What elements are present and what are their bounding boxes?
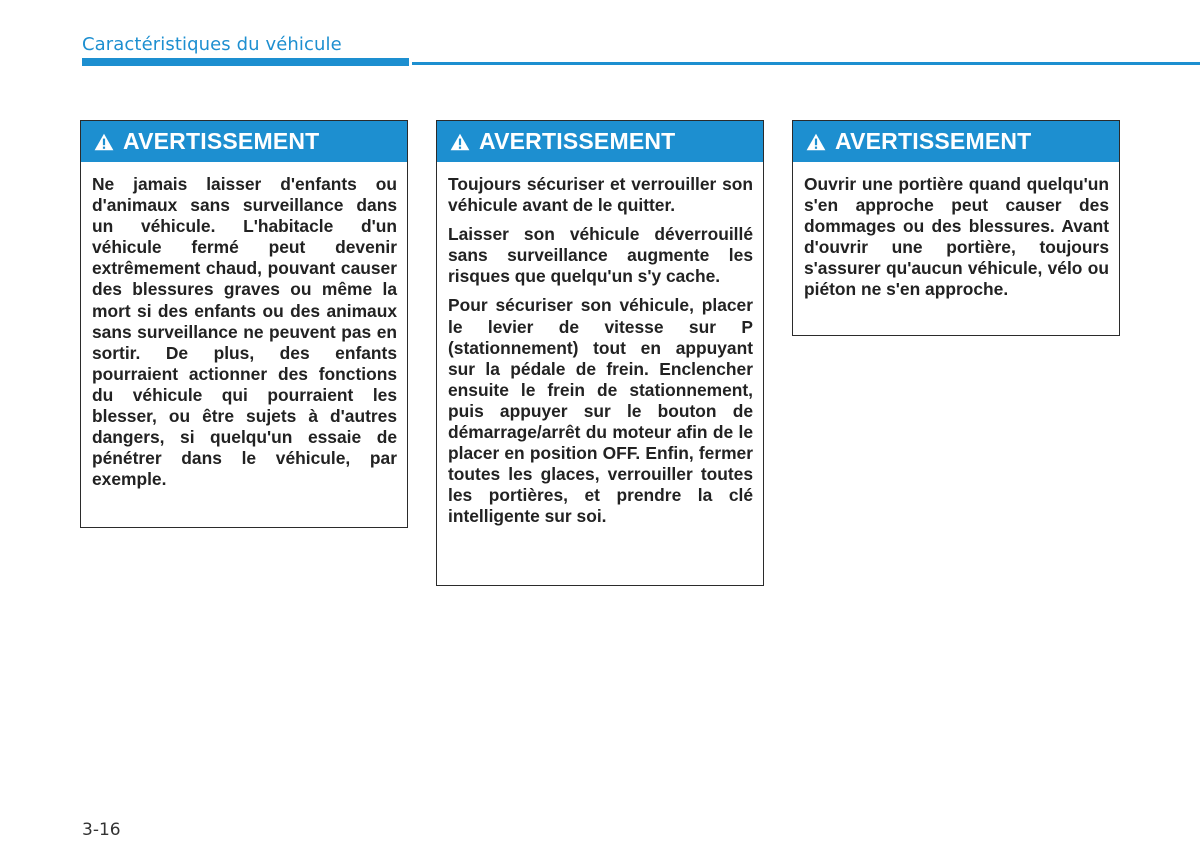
warning-box-secure-vehicle: [436, 120, 764, 586]
header-rule-thick: [82, 58, 409, 66]
warning-box-door-opening: [792, 120, 1120, 336]
warning-body: [81, 162, 407, 502]
warning-paragraph: Pour sécuriser son véhicule, placer le levier de vitesse sur P (stationnement) tout en appuyant sur la pédale de frein. Enclencher ensuite le frein de stationnement, puis appuyer sur le bouton de démarrage/arrêt du moteur afin de le placer en position OFF. Enfin, fermer toutes les glaces, verrouiller toutes les portières, et prendre la clé intelligente sur soi.: [448, 295, 753, 527]
warning-header: [793, 121, 1119, 162]
warning-paragraph: Toujours sécuriser et verrouiller son véhicule avant de le quitter.: [448, 174, 753, 216]
warning-triangle-icon: [94, 133, 114, 151]
warning-title: AVERTISSEMENT: [123, 128, 320, 154]
header-rule-thin: [412, 62, 1200, 65]
section-title: Caractéristiques du véhicule: [82, 34, 342, 55]
warning-paragraph: Laisser son véhicule déverrouillé sans surveillance augmente les risques que quelqu'un s'y cache.: [448, 224, 753, 287]
warning-body: [437, 162, 763, 540]
warning-title: AVERTISSEMENT: [479, 128, 676, 154]
warning-triangle-icon: [450, 133, 470, 151]
warning-title: AVERTISSEMENT: [835, 128, 1032, 154]
warning-paragraph: Ne jamais laisser d'enfants ou d'animaux sans surveillance dans un véhicule. L'habitacle d'un véhicule fermé peut devenir extrêmement chaud, pouvant causer des blessures graves ou même la mort si des enfants ou des animaux sans surveillance ne peuvent pas en sortir. De plus, des enfants pourraient actionner des fonctions du véhicule qui pourraient les blesser, ou être sujets à d'autres dangers, si quelqu'un essaie de pénétrer dans le véhicule, par exemple.: [92, 174, 397, 490]
page-number: 3-16: [82, 820, 121, 840]
warning-header: [81, 121, 407, 162]
warning-paragraph: Ouvrir une portière quand quelqu'un s'en approche peut causer des dommages ou des blessures. Avant d'ouvrir une portière, toujours s'assurer qu'aucun véhicule, vélo ou piéton ne s'en approche.: [804, 174, 1109, 300]
warning-triangle-icon: [806, 133, 826, 151]
warning-box-children: [80, 120, 408, 528]
warning-header: [437, 121, 763, 162]
warning-body: [793, 162, 1119, 313]
